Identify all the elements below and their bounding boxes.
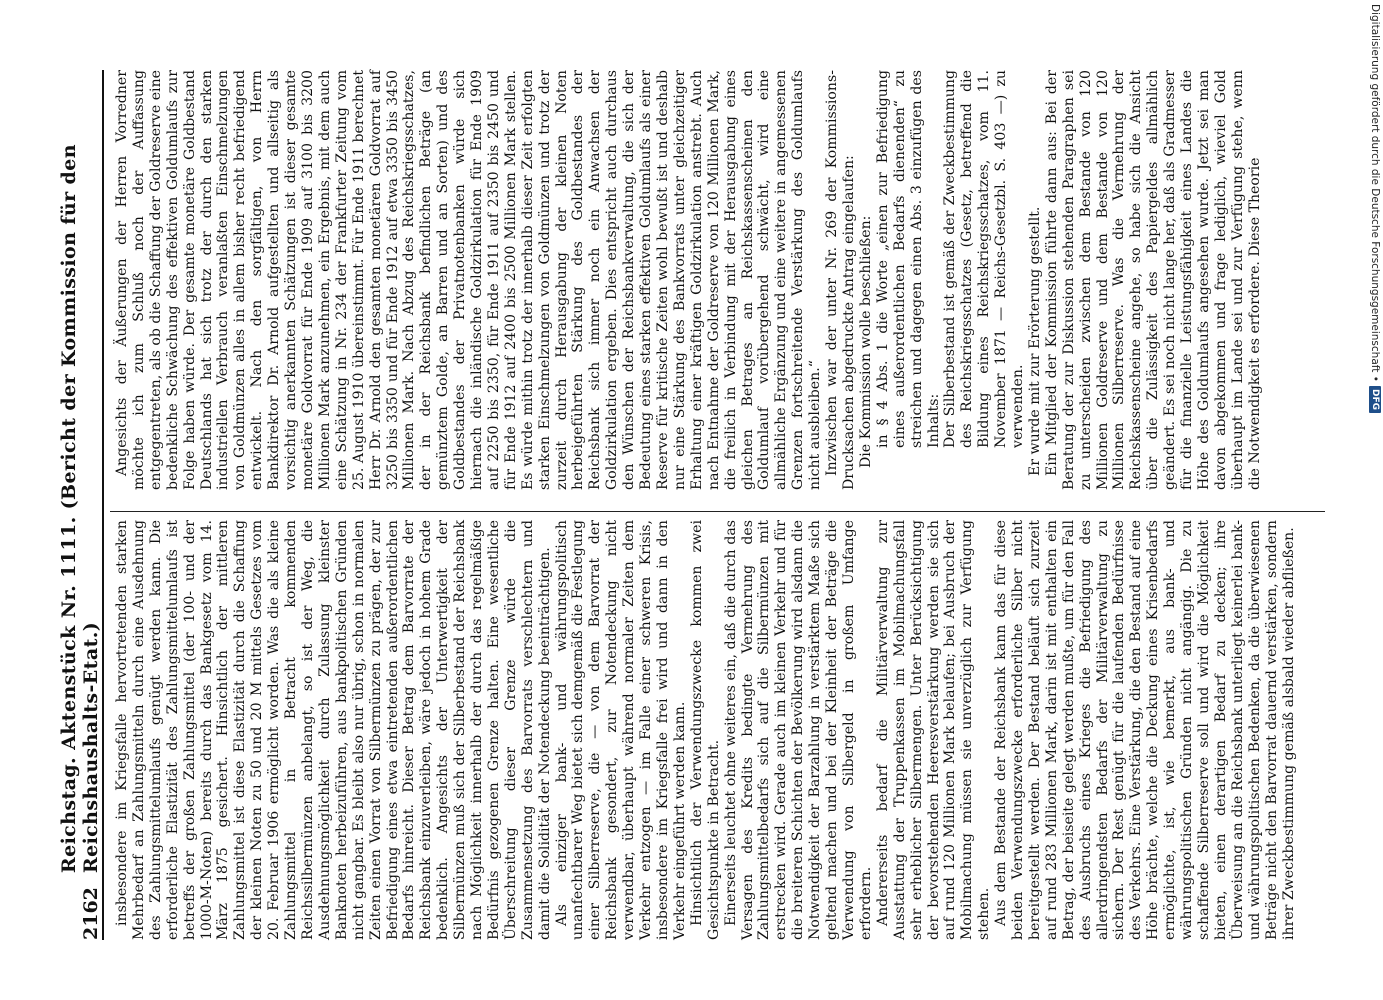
running-title: Reichstag. Aktenstück Nr. 1111. (Bericht der Kommission für den Reichshaushalts-Etat.) <box>58 144 102 874</box>
left-text-column <box>114 520 1297 940</box>
left-paragraph: Andererseits bedarf die Militärverwaltung zur Ausstattung der Truppenkassen im Mobilmachungsfall sehr erheblicher Silbermengen. Unter Berücksichtigung der bevorstehenden Heeresverstärkung werden sie sich auf rund 120 Millionen Mark belaufen; bei Ausbruch der Mobilmachung müssen sie unverzüglich zur Verfügung stehen. <box>874 520 993 940</box>
page-header <box>58 70 104 940</box>
digitization-credit <box>1369 4 1381 413</box>
page-number: 2162 <box>80 887 102 940</box>
right-paragraph: Der Silberbestand ist gemäß der Zweckbestimmung des Reichskriegsschatzes (Gesetz, betreffend die Bildung eines Reichskriegsschatzes, vom 11. November 1871 — Reichs-Gesetzbl. S. 403 —) zu verwenden. <box>942 70 1027 448</box>
left-paragraph: Aus dem Bestande der Reichsbank kann das für diese beiden Verwendungszwecke erforderliche Silber nicht bereitgestellt werden. Der Bestand beläuft sich zurzeit auf rund 283 Millionen Mark, darin ist mit enthalten ein Betrag, der beiseite gelegt werden mußte, um für den Fall des Ausbruchs eines Krieges die Befriedigung des allerdringendsten Bedarfs der Militärverwaltung zu sichern. Der Rest genügt für die laufenden Bedürfnisse des Verkehrs. Eine Verstärkung, die den Bestand auf eine Höhe brächte, welche die Deckung eines Krisenbedarfs ermöglichte, ist, wie bemerkt, aus bank- und währungspolitischen Gründen nicht angängig. Die zu schaffende Silberreserve soll und wird die Möglichkeit bieten, einen derartigen Bedarf zu decken; ihre Überweisung an die Reichsbank unterliegt keinerlei bank- und währungspolitischen Bedenken, da die überwiesenen Beträge nicht den Barvorrat dauernd verstärken, sondern ihrer Zweckbestimmung gemäß alsbald wieder abfließen. <box>993 520 1297 940</box>
left-paragraph: Einerseits leuchtet ohne weiteres ein, daß die durch das Versagen des Kredits bedingte Vermehrung des Zahlungsmittelbedarfs sich auf die Silbermünzen mit erstrecken wird. Gerade auch im kleinen Verkehr und für die breiteren Schichten der Bevölkerung wird alsdann die Notwendigkeit der Barzahlung in verstärktem Maße sich geltend machen und bei der Kleinheit der Beträge die Verwendung von Silbergeld in großem Umfange erfordern. <box>722 520 874 940</box>
right-text-column <box>114 70 1314 490</box>
right-paragraph: Er wurde mit zur Erörterung gestellt. <box>1026 206 1043 476</box>
right-paragraph: Angesichts der Äußerungen der Herren Vorredner möchte ich zum Schluß noch der Auffassung entgegentreten, als ob die Schaffung der Goldreserve eine bedenkliche Schwächung des effektiven Goldumlaufs zur Folge haben würde. Der gesamte monetäre Goldbestand Deutschlands hat sich trotz der durch den starken industriellen Verbrauch veranlaßten Einschmelzungen von Goldmünzen alles in allem bisher recht befriedigend entwickelt. Nach den sorgfältigen, von Herrn Bankdirektor Dr. Arnold aufgestellten und allseitig als vorsichtig anerkannten Schätzungen ist dieser gesamte monetäre Goldvorrat für Ende 1909 auf 3100 bis 3200 Millionen Mark anzunehmen, ein Ergebnis, mit dem auch eine Schätzung in Nr. 234 der Frankfurter Zeitung vom 25. August 1910 übereinstimmt. Für Ende 1911 berechnet Herr Dr. Arnold den gesamten monetären Goldvorrat auf 3250 bis 3350 und für Ende 1912 auf etwa 3350 bis 3450 Millionen Mark. Nach Abzug des Reichskriegsschatzes, der in der Reichsbank befindlichen Beträge (an gemünztem Golde, an Barren und an Sorten) und des Goldbestandes der Privatnotenbanken würde sich hiernach die inländische Goldzirkulation für Ende 1909 auf 2250 bis 2350, für Ende 1911 auf 2350 bis 2450 und für Ende 1912 auf 2400 bis 2500 Millionen Mark stellen. Es würde mithin trotz der innerhalb dieser Zeit erfolgten starken Einschmelzungen von Goldmünzen und trotz der zurzeit durch Herausgabung der kleinen Noten herbeigeführten Stärkung des Goldbestandes der Reichsbank sich immer noch ein Anwachsen der Goldzirkulation ergeben. Dies entspricht auch durchaus den Wünschen der Reichsbankverwaltung, die sich der Bedeutung eines starken effektiven Goldumlaufs als einer Reserve für kritische Zeiten wohl bewußt ist und deshalb nur eine Stärkung des Bankvorrats unter gleichzeitiger Erhaltung einer kräftigen Goldzirkulation anstrebt. Auch nach Entnahme der Goldreserve von 120 Millionen Mark, die freilich in Verbindung mit der Herausgabung eines gleichen Betrages an Reichskassenscheinen den Goldumlauf vorübergehend schwächt, wird eine allmähliche Ergänzung und eine weitere in angemessenen Grenzen fortschreitende Verstärkung des Goldumlaufs nicht ausbleiben.“ <box>114 70 824 490</box>
right-paragraph: Inzwischen war der unter Nr. 269 der Kommissions-Drucksachen abgedruckte Antrag eingelaufen: <box>824 70 857 490</box>
left-paragraph: Als einziger bank- und währungspolitisch unanfechtbarer Weg bietet sich demgemäß die Festlegung einer Silberreserve, die — von dem Barvorrat der Reichsbank gesondert, zur Notendeckung nicht verwendbar, überhaupt während normaler Zeiten dem Verkehr entzogen — im Falle einer schweren Krisis, insbesondere im Kriegsfalle frei wird und dann in den Verkehr eingeführt werden kann. <box>553 520 688 940</box>
credit-text: Digitalisierung gefördert durch die Deutsche Forschungsgemeinschaft • <box>1369 4 1381 382</box>
right-paragraph: in § 4 Abs. 1 die Worte „einen zur Befriedigung eines außerordentlichen Bedarfs dienenden“ zu streichen und dagegen einen Abs. 3 einzufügen des Inhalts: <box>874 70 942 448</box>
right-paragraph: Ein Mitglied der Kommission führte dann aus: Bei der Beratung der zur Diskussion stehenden Paragraphen sei zu unterscheiden zwischen dem Bestande von 120 Millionen Goldreserve und dem Bestande von 120 Millionen Silberreserve. Was die Vermehrung der Reichskassenscheine angehe, so habe sich die Ansicht über die Zulässigkeit des Papiergeldes allmählich geändert. Es sei noch nicht lange her, daß als Gradmesser für die finanzielle Leistungsfähigkeit eines Landes die Höhe des Goldumlaufs angesehen wurde. Jetzt sei man davon abgekommen und frage lediglich, wieviel Gold überhaupt im Lande sei und zur Verfügung stehe, wenn die Notwendigkeit es erfordere. Diese Theorie <box>1043 70 1263 490</box>
left-paragraph: Hinsichtlich der Verwendungszwecke kommen zwei Gesichtspunkte in Betracht. <box>688 520 722 940</box>
left-paragraph: insbesondere im Kriegsfalle hervortretenden starken Mehrbedarf an Zahlungsmitteln durch eine Ausdehnung des Zahlungsmittelumlaufs genügt werden kann. Die erforderliche Elastizität des Zahlungsmittelumlaufs ist betreffs der großen Zahlungsmittel (der 100- und der 1000-M-Noten) bereits durch das Bankgesetz vom 14. März 1875 gesichert. Hinsichtlich der mittleren Zahlungsmittel ist diese Elastizität durch die Schaffung der kleinen Noten zu 50 und 20 M mittels Gesetzes vom 20. Februar 1906 ermöglicht worden. Was die als kleine Zahlungsmittel in Betracht kommenden Reichssilbermünzen anbelangt, so ist der Weg, die Ausdehnungsmöglichkeit durch Zulassung kleinster Banknoten herbeizuführen, aus bankpolitischen Gründen nicht gangbar. Es bleibt also nur übrig, schon in normalen Zeiten einen Vorrat von Silbermünzen zu prägen, der zur Befriedigung eines etwa eintretenden außerordentlichen Bedarfs hinreicht. Dieser Betrag dem Barvorrate der Reichsbank einzuverleiben, wäre jedoch in hohem Grade bedenklich. Angesichts der Unterwertigkeit der Silbermünzen muß sich der Silberbestand der Reichsbank nach Möglichkeit innerhalb der durch das regelmäßige Bedürfnis gezogenen Grenze halten. Eine wesentliche Überschreitung dieser Grenze würde die Zusammensetzung des Barvorrats verschlechtern und damit die Solidität der Notendeckung beeinträchtigen. <box>114 520 553 940</box>
dfg-logo: DFG <box>1369 386 1381 413</box>
right-paragraph: Die Kommission wolle beschließen: <box>857 215 874 468</box>
column-divider <box>110 511 1325 512</box>
rotated-document-page <box>58 60 1332 960</box>
